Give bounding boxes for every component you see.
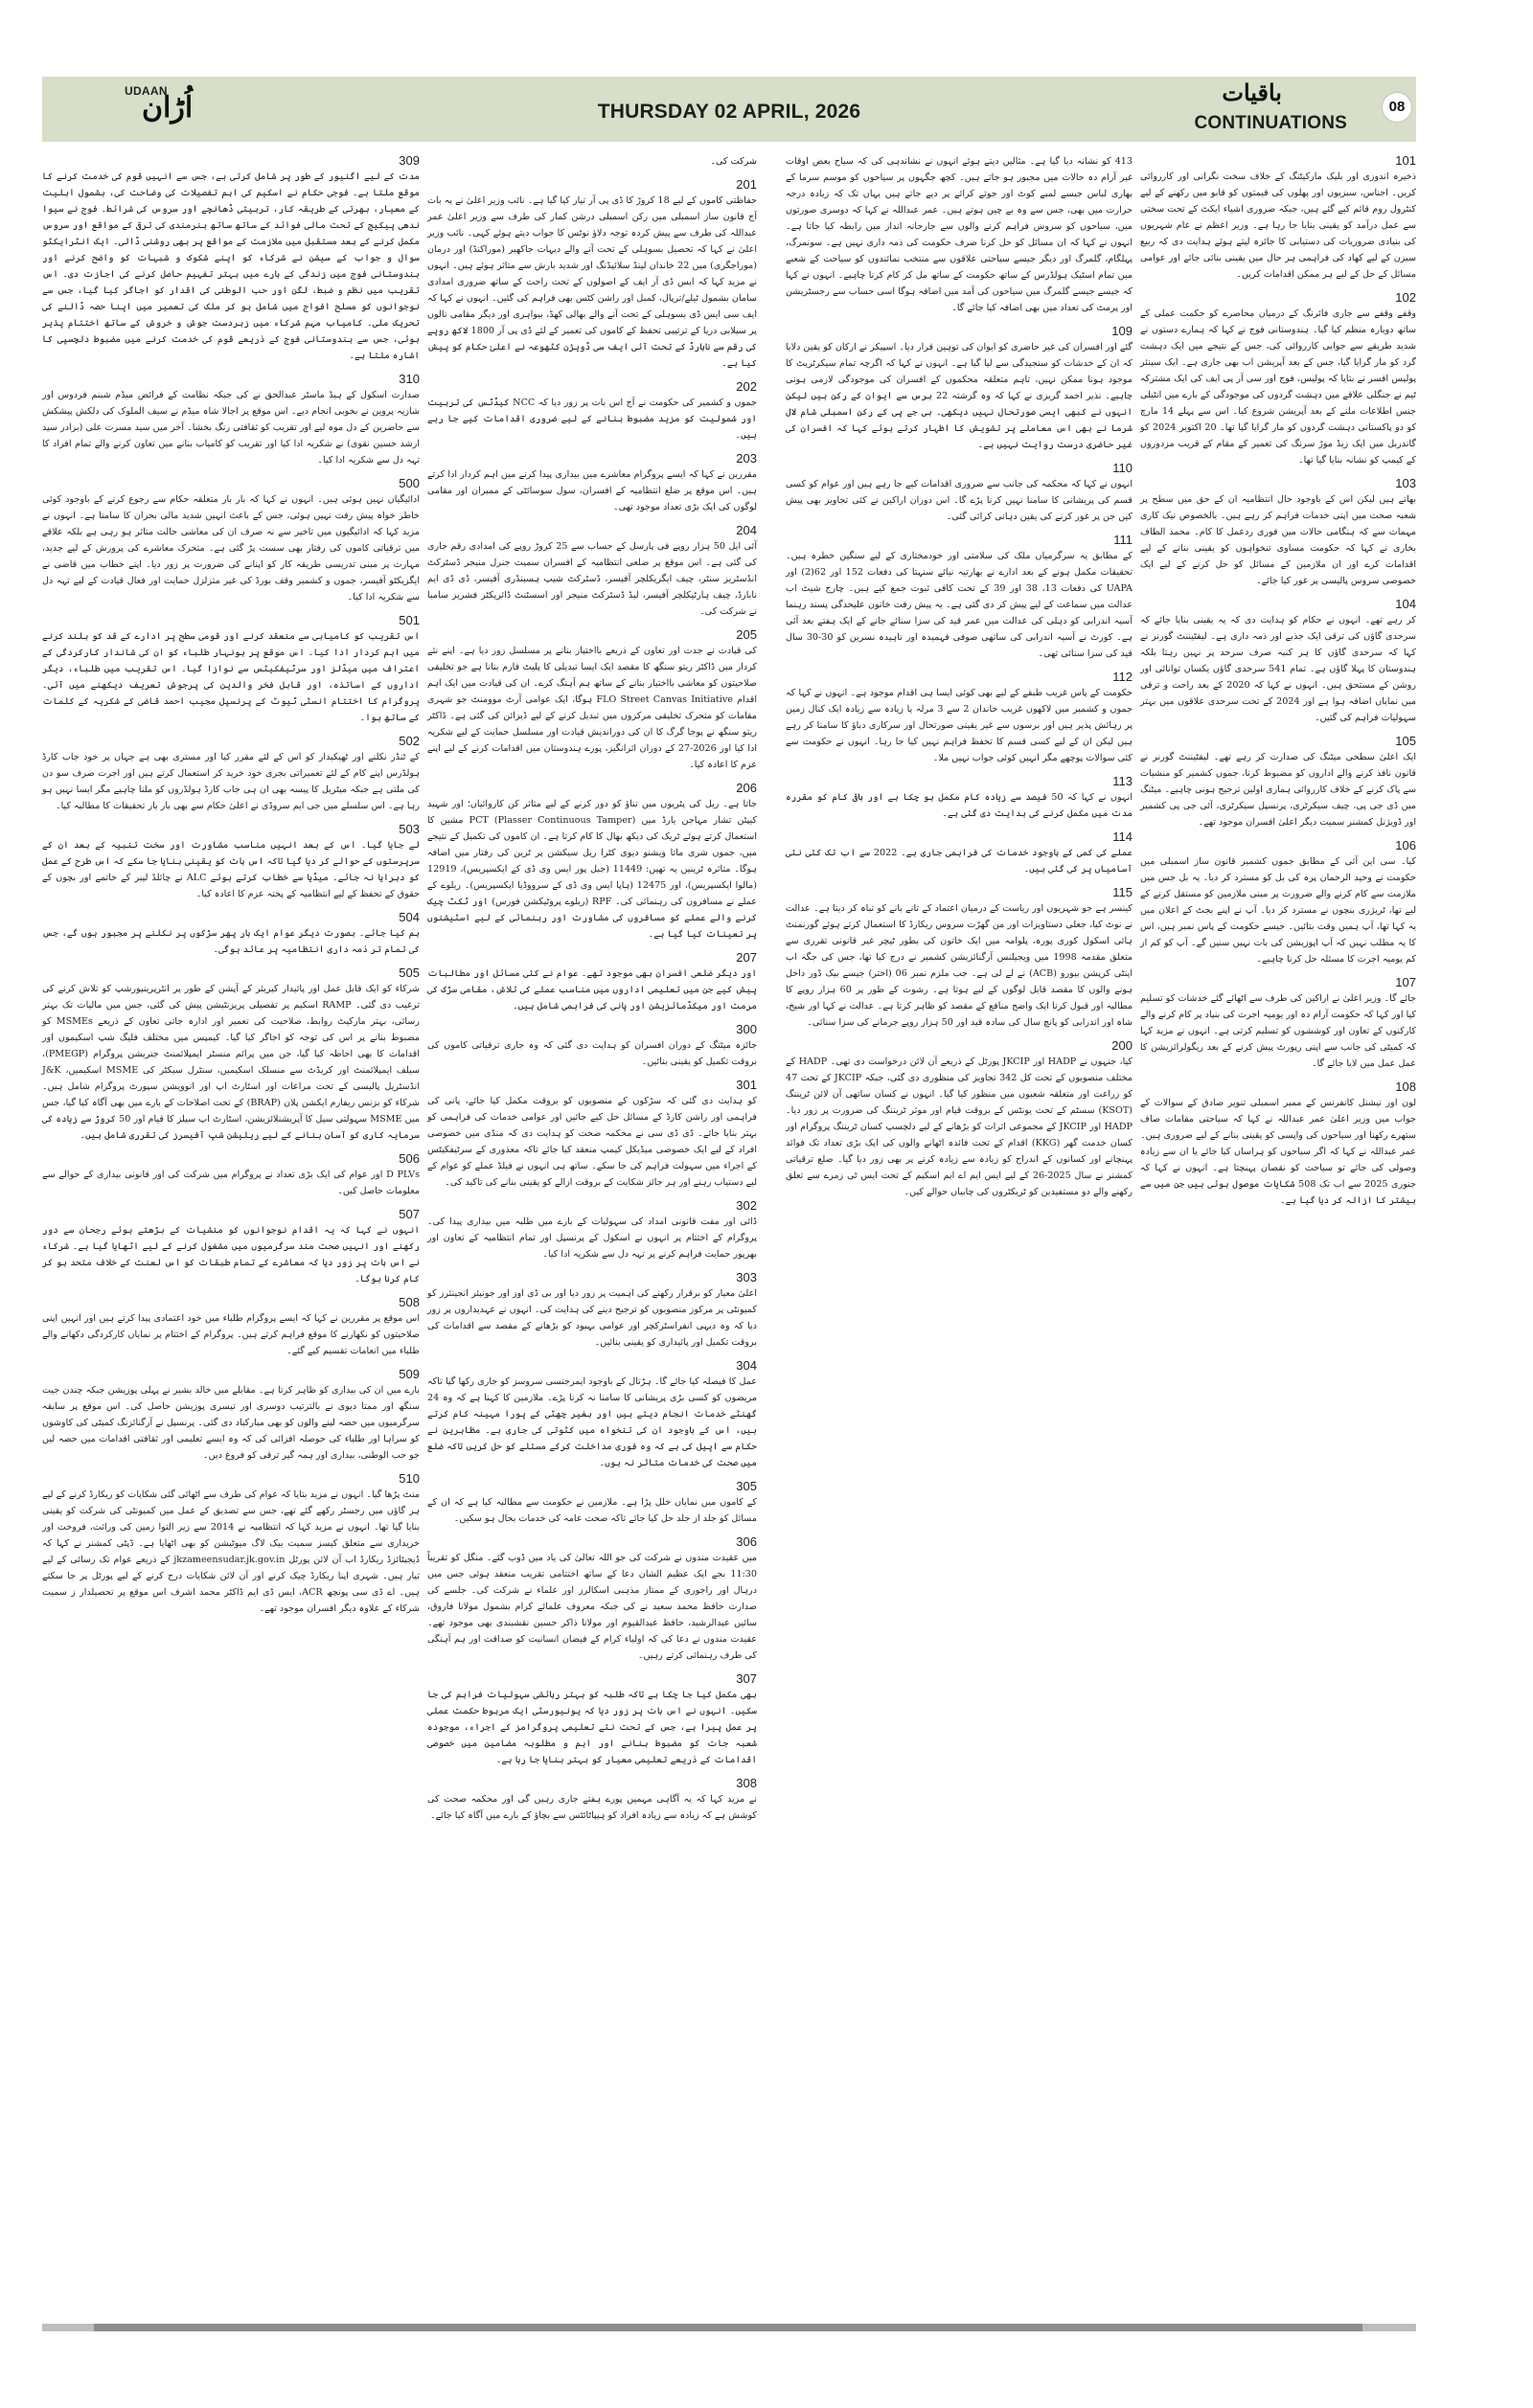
continuation-section — [1140, 838, 1416, 967]
continuation-section — [786, 829, 1133, 877]
continuation-section — [42, 1471, 420, 1617]
section-number: 308 — [736, 1776, 757, 1790]
section-number: 500 — [399, 476, 420, 490]
section-body: لے جایا گیا۔ اس کے بعد انہیں مناسب مشاورت اور سخت تنبیہ کے بعد ان کے سرپرستوں کے حوالے کر دیا گیا تاکہ اس بات کو یقینی بنایا جا سکے کہ اس طرح کے عمل کو دہرایا نہ جائے۔ میڈیا سے خطاب کرتے ہوئے ALC نے چائلڈ لیبر کے خاتمے اور بچوں کے حقوق کے تحفظ کے لیے انتظامیہ کے پختہ عزم کا اعادہ کیا۔ — [42, 840, 421, 899]
section-number: 300 — [736, 1022, 757, 1036]
section-title-english: CONTINUATIONS — [1194, 113, 1347, 133]
brand-name-urdu: اُڑان — [142, 91, 194, 125]
section-body: کے مطابق یہ سرگرمیاں ملک کی سلامتی اور خودمختاری کے لیے سنگین خطرہ ہیں۔ تحقیقات مکمل ہونے کے بعد ادارے نے بھارتیہ نیائے سنہتا کی دفعات 152 اور 62(2) اور UAPA کی دفعات 13، 38 اور 39 کے تحت کافی ثبوت جمع کیے ہیں۔ چارج شیٹ اب عدالت میں سماعت کے لیے پیش کر دی گئی ہے۔ یہ پیش رفت خاتون علیحدگی پسند رہنما آسیہ اندرابی کو دہلی کی عدالت میں عمر قید کی سزا سنائے جانے کے ایک ہفتے بعد آئی ہے۔ کورٹ نے آسیہ اندرابی کی ساتھی صوفی فہمیدہ اور ناہیدہ نسرین کو 30-30 سال قید کی سزا سنائی تھی۔ — [786, 551, 1133, 659]
section-number: 113 — [1112, 774, 1133, 788]
section-body: حکومت کے پاس غریب طبقے کے لیے بھی کوئی ایسا ہی اقدام موجود ہے۔ انہوں نے کہا کہ جموں و کشمیر میں لاکھوں غریب خاندان 2 سے 3 مرلہ یا زیادہ سے زیادہ ایک کنال زمین پر رہائش پذیر ہیں اور برسوں سے غیر یقینی صورتحال اور سرکاری دباؤ کا سامنا کر رہے ہیں لیکن ان کے لیے کسی قسم کا تحفظ فراہم نہیں کیا جا رہا۔ انہوں نے حکومت سے کئی سوالات پوچھے مگر انہیں کوئی جواب نہیں ملا۔ — [786, 688, 1133, 763]
section-body: عملے کی کمی کے باوجود خدمات کی فراہمی جاری ہے۔ 2022 سے اب تک کئی نئی آسامیاں پر کی گئی ہیں۔ — [786, 848, 1133, 875]
section-number: 304 — [736, 1358, 757, 1373]
section-body: انہوں نے کہا کہ محکمہ کی جانب سے ضروری اقدامات کیے جا رہے ہیں اور عوام کو کسی قسم کی پریشانی کا سامنا نہیں کرنا پڑے گا۔ اس دوران اراکین نے کئی تجاویز بھی پیش کیں جن پر غور کرنے کی یقین دہانی کرائی گئی۔ — [786, 479, 1133, 522]
continuation-section — [42, 910, 420, 958]
continuation-section — [42, 1151, 420, 1199]
continuation-section — [427, 523, 757, 620]
section-body: میں عقیدت مندوں نے شرکت کی جو اللہ تعالیٰ کی یاد میں ڈوب گئے۔ منگل کو تقریباً 11:30 بجے ایک عظیم الشان دعا کے ساتھ اختتامی تقریب منعقد ہوئی جس میں درہال اور راجوری کے ممتاز مذہبی اسکالرز اور علماء نے شرکت کی۔ جلسے کی صدارت حافظ محمد سعید نے کی جبکہ معروف علمائے کرام بشمول مولانا فاروق، سائیں عبدالرشید، حافظ عبدالقیوم اور مولانا ذاکر حسین نقشبندی بھی موجود تھے۔ عقیدت مندوں نے دعا کی کہ اولیاء کرام کے فیضان انسانیت کو صداقت اور ہم آہنگی کی طرف رہنمائی کرتے رہیں۔ — [427, 1553, 757, 1661]
section-body: کر رہے تھے۔ انہوں نے حکام کو ہدایت دی کہ یہ یقینی بنایا جائے کہ سرحدی گاؤں کی ترقی ایک جذبے اور ذمہ داری ہے۔ لیفٹیننٹ گورنر نے کہا کہ سرحدی گاؤں کا ہر کنبہ صرف سرحد پر نہیں رہتا بلکہ ہندوستان کا پہلا گاؤں ہے۔ تمام 541 سرحدی گاؤں یکساں توانائی اور روشن کے مستحق ہیں۔ انہوں نے کہا کہ 2020 کے بعد راحت و ترقی میں نمایاں اضافہ ہوا ہے اور 2024 کے تحت سرحدی علاقوں میں بہتر سہولیات فراہم کی گئیں۔ — [1140, 615, 1417, 723]
section-body: کیا۔ سی این آئی کے مطابق جموں کشمیر قانون ساز اسمبلی میں حکومت نے وحید الرحمان پرہ کی بل کو مسترد کر دیا۔ یہ بل جس میں ملازمت سے کام کرنے والے ضرورت پر مبنی ملازمین کو مستقل کرنے کے لیے تھا، ٹریژری بنچوں نے مسترد کر دیا۔ آپ نے اپنے بجٹ کے اعلان میں یہ کہا تھا، آپ ہمیں وقت بتائیں۔ جیسے حکومت کے پاس نمبر ہیں، اس کا یہ مطلب نہیں کہ آپ اپوزیشن کی بات نہیں سنیں گے۔ آپ کو کم از کم یومیہ اجرت کا مسئلہ حل کرنا چاہیے۔ — [1140, 856, 1416, 965]
continuation-section — [786, 324, 1133, 453]
continuation-section — [1140, 597, 1416, 726]
section-body: جموں و کشمیر کی حکومت نے آج اس بات پر زور دیا کہ NCC کیڈٹس کی تربیت اور شمولیت کو مزید مضبوط بنانے کے لیے ضروری اقدامات کیے جا رہے ہیں۔ — [427, 398, 757, 441]
continuation-section — [1140, 1079, 1416, 1209]
section-number: 306 — [736, 1534, 757, 1549]
section-number: 106 — [1395, 838, 1416, 852]
section-body: صدارت اسکول کے ہیڈ ماسٹر عبدالحق نے کی جبکہ نظامت کے فرائض میڈم شبنم فردوس اور شازیہ پروین نے بخوبی انجام دیے۔ اس موقع پر اجالا شاہ میڈم نے سیف الملوک کی دلکش پیشکش سے حاضرین کے دل موہ لیے اور تقریب کو ثقافتی رنگ بخشا۔ آخر میں سید مسرت علی (برادر سید ارشد حسین نقوی) نے شکریہ ادا کیا اور تقریب کو کامیاب بنانے میں تعاون کرنے والے تمام افراد کا تہہ دل سے شکریہ ادا کیا۔ — [42, 390, 420, 466]
section-number: 205 — [736, 627, 757, 642]
continuation-section — [427, 1198, 757, 1262]
section-number: 203 — [736, 451, 757, 466]
continuation-section — [1140, 290, 1416, 468]
section-body: جائے گا۔ وزیر اعلیٰ نے اراکین کی طرف سے اٹھائے گئے خدشات کو تسلیم کیا اور کہا کہ حکومت آرام دہ اور یومیہ اجرت کی بنیاد پر کام کرنے والے کارکنوں کے تعاون اور کوششوں کو تسلیم کرتی ہے۔ انہوں نے مزید کہا کہ کمیٹی کی جانب سے اپنی رپورٹ پیش کرنے کے بعد ریگولرائزیشن کا عمل عمل میں لایا جائے گا۔ — [1140, 993, 1416, 1069]
continuation-section — [786, 153, 1133, 316]
section-number: 107 — [1395, 975, 1416, 989]
section-number: 204 — [736, 523, 757, 537]
continuation-section — [42, 613, 420, 726]
continuation-section — [786, 1038, 1133, 1200]
section-number: 506 — [399, 1151, 420, 1166]
continuation-section — [42, 476, 420, 605]
section-body: کے کاموں میں نمایاں خلل پڑا ہے۔ ملازمین نے حکومت سے مطالبہ کیا ہے کہ ان کے مسائل کو جلد از جلد حل کیا جائے تاکہ صحت عامہ کی خدمات بحال ہو سکیں۔ — [427, 1497, 757, 1524]
section-body: آئی ایل 50 ہزار روپے فی پارسل کے حساب سے 25 کروڑ روپے کی امدادی رقم جاری کی گئی ہے۔ اس موقع پر ضلعی انتظامیہ کے افسران سمیت جنرل منیجر ڈسٹرکٹ انڈسٹریز سنٹر، چیف ایگریکلچر آفیسر، ڈسٹرکٹ شیپ ہسبنڈری آفیسر، ڈی ڈی ایم نابارڈ، چیف ہارٹیکلچر آفیسر، لیڈ ڈسٹرکٹ منیجر اور اسسٹنٹ ڈائریکٹر فشریز سامبا نے شرکت کی۔ — [427, 541, 757, 617]
column-2 — [427, 153, 757, 1831]
section-number: 307 — [736, 1671, 757, 1686]
continuation-section — [42, 1295, 420, 1359]
continuation-section — [786, 461, 1133, 525]
column-1 — [42, 153, 420, 1624]
page-number-badge: 08 — [1382, 92, 1412, 123]
section-body: ذخیرہ اندوزی اور بلیک مارکیٹنگ کے خلاف سخت نگرانی اور کارروائی کریں۔ اجناس، سبزیوں اور پھلوں کی قیمتوں کو قابو میں رکھنے کے لیے کنٹرول روم قائم کیے گئے ہیں، جبکہ ضروری اشیاء ایکٹ کے تحت سختی سے عمل درآمد کو یقینی بنایا جا رہا ہے۔ وزیر اعظم نے عام شہریوں کی بنیادی ضروریات کی دستیابی کا جائزہ لیتے ہوئے ہدایت دی کہ ربیع سیزن کے لیے کھاد کی فراہمی ہر حال میں یقینی بنائی جائے اور عوامی مسائل کے حل کے لیے ہر ممکن اقدامات کریں۔ — [1140, 171, 1416, 280]
continuation-section — [427, 781, 757, 943]
column-3 — [786, 153, 1133, 1208]
section-body: کیا، جنہوں نے HADP اور JKCIP پورٹل کے ذریعے آن لائن درخواست دی تھی۔ HADP کے مختلف منصوبوں کے تحت کل 342 تجاویز کی منظوری دی گئی، جبکہ JKCIP کے تحت 47 کو زراعت اور متعلقہ شعبوں میں منظور کیا گیا۔ انہوں نے کسان ساتھی آن لائن ٹریننگ (KSOT) سسٹم کے تحت یونٹس کے بروقت قیام اور موثر ٹریننگ کی ضرورت پر زور دیا۔ HADP اور JKCIP کے مجموعی اثرات کو بڑھانے کے لیے دلچسپ کسان ٹریننگ پروگرام اور کسان خدمت گھر (KKG) اقدام کے تحت فائدہ اٹھانے والوں کی ایک بڑی تعداد تک فوائد پہنچانے اور کسانوں کے اندراج کو زیادہ سے زیادہ کرنے پر بھی زور دیا گیا۔ ضلع ترقیاتی کمشنر نے سال 2025-26 کے لیے ایس ایم اے ایم اسکیم کے تحت ایس ٹی زمرے سے تعلق رکھنے والے دو مستفیدین کو ٹریکٹروں کی چابیاں حوالے کیں۔ — [786, 1056, 1133, 1197]
section-number: 509 — [399, 1367, 420, 1381]
section-number: 112 — [1112, 670, 1133, 684]
section-body: اس تقریب کو کامیابی سے منعقد کرنے اور قومی سطح پر ادارے کے قد کو بلند کرنے میں اہم کردار ادا کیا۔ اس موقع پر ہونہار طلباء کو ان کی شاندار کارکردگی کے اعتراف میں میڈلز اور سرٹیفکیٹس سے نوازا گیا۔ اس تقریب میں طلباء، دیگر اداروں کے اساتذہ، اور قابل فخر والدین کی پرجوش تعریف دیکھنے میں آئی۔ پروگرام کا اختتام انسٹی ٹیوٹ کے پرنسپل مجیب احمد قاضی کے شکریہ کے کلمات کے ساتھ ہوا۔ — [42, 631, 420, 723]
section-body: بھی مکمل کیا جا چکا ہے تاکہ طلبہ کو بہتر رہائشی سہولیات فراہم کی جا سکیں۔ انہوں نے اس بات پر زور دیا کہ یونیورسٹی ایک مربوط حکمت عملی پر عمل پیرا ہے، جس کے تحت نئے تعلیمی پروگرامز کے اجراء، موجودہ شعبہ جات کو مضبوط بنانے اور اہم و مطلوبہ مضامین میں خصوصی اقدامات کے ذریعے تعلیمی معیار کو بہتر بنایا جا رہا ہے۔ — [427, 1690, 757, 1765]
section-body: انہوں نے کہا کہ 50 فیصد سے زیادہ کام مکمل ہو چکا ہے اور باقی کام کو مقررہ مدت میں مکمل کرنے کی ہدایت دی گئی ہے۔ — [786, 792, 1133, 819]
column-lead-text: شرکت کی۔ — [710, 156, 757, 167]
section-body: کینسر ہے جو شہریوں اور ریاست کے درمیان اعتماد کے تانے بانے کو تباہ کر دیتا ہے۔ عدالت نے نوٹ کیا، جعلی دستاویزات اور من گھڑت سروس ریکارڈ کا استعمال کرتے ہوئے گورنمنٹ ہائی اسکول کوری پورہ، پلوامہ میں ایک خاتون کی بطور ٹیچر غیر قانونی تقرری سے متعلق مقدمہ 1998 میں ویجیلنس آرگنائزیشن کشمیر نے درج کیا تھا، جس کی جگہ اب اینٹی کرپشن بیورو (ACB) نے لے لی ہے۔ جب ملزم نمبر 06 (اختر) جیسے بیک ڈور داخل ہونے والوں کا مقصد قابل لوگوں کے لیے ہوتا ہے۔ رشوت کے طور پر 60 ہزار روپے کا مطالبہ اور قبول کرنا ایک واضح منافع کے مقصد کو ظاہر کرتا ہے۔ عدالت نے کہا اور شیخ، شاہ اور اندرابی کو پانچ سال کی سادہ قید اور 50 ہزار روپے جرمانے کی سزا سنائی۔ — [786, 903, 1133, 1028]
continuation-section — [42, 965, 420, 1144]
section-body: اعلیٰ معیار کو برقرار رکھنے کی اہمیت پر زور دیا اور بی ڈی اوز اور جونیئر انجینئرز کو کمیونٹی پر مرکوز منصوبوں کو ترجیح دینے کی ہدایت کی۔ انہوں نے عہدیداروں پر زور دیا کہ وہ دیہی انفراسٹرکچر اور عوامی بہبود کو بڑھانے کے مقصد سے اقدامات کی بروقت تکمیل اور پائیداری کو یقینی بنائیں۔ — [427, 1288, 757, 1348]
section-number: 505 — [399, 965, 420, 980]
section-body: ادائیگیاں نہیں ہوئی ہیں۔ انہوں نے کہا کہ بار بار متعلقہ حکام سے رجوع کرنے کے باوجود کوئی خاطر خواہ پیش رفت نہیں ہوئی، جس کے باعث انہیں شدید مالی بحران کا سامنا ہے۔ انہوں نے مزید کہا کہ ادائیگیوں میں تاخیر سے نہ صرف ان کی معاشی حالت متاثر ہو رہی ہے بلکہ علاقے میں ترقیاتی کاموں کی رفتار بھی سست پڑ گئی ہے۔ متحرک معاشرے کی پرورش کے لیے جدید، مہارت پر مبنی تدریسی طریقہ کار کو اپنانے کی ضرورت پر زور دیا۔ اپنے خطاب میں قاضی نے ایگزیکٹو آفیسر، جموں و کشمیر وقف بورڈ کی غیر متزلزل حمایت اور فعال قیادت کے لیے تہہ دل سے شکریہ ادا کیا۔ — [42, 494, 420, 602]
continuation-section — [427, 627, 757, 773]
section-body: بارے میں ان کی بیداری کو ظاہر کرتا ہے۔ مقابلے میں خالد بشیر نے پہلی پوزیشن جبکہ چندن جیت سنگھ اور ممتا دیوی نے بالترتیب دوسری اور تیسری پوزیشن حاصل کی۔ اس موقع پر سابقہ سرگرمیوں میں حصہ لینے والوں کو بھی مبارکباد دی گئی۔ پرنسپل نے آرگنائزنگ کمیٹی کی کاوشوں کو سراہا اور طلباء کی حوصلہ افزائی کی کہ وہ ایسے تعلیمی اور ثقافتی اقدامات میں حصہ لیں جو حب الوطنی، بیداری اور ہمہ گیر ترقی کو فروغ دیں۔ — [42, 1385, 420, 1461]
section-body: ہم کیا جائے۔ بصورت دیگر عوام ایک بار پھر سڑکوں پر نکلنے پر مجبور ہوں گے، جس کی تمام تر ذمہ داری انتظامیہ پر عائد ہوگی۔ — [42, 928, 420, 955]
section-number: 104 — [1395, 597, 1416, 611]
section-number: 309 — [399, 153, 420, 168]
section-number: 507 — [399, 1207, 420, 1221]
section-body: مدت کے لیے اگنیور کے طور پر شامل کرتی ہے، جس سے انہیں قوم کی خدمت کرنے کا موقع ملتا ہے۔ فوجی حکام نے اسکیم کی اہم تفصیلات کی وضاحت کی، بشمول اہلیت کے معیار، بھرتی کے طریقہ کار، تربیتی ڈھانچے اور سروس کی شرائط۔ فوج نے سیوا ندھی پیکیج کے تحت مالی فوائد کے ساتھ ساتھ ہنرمندی کی ترقی کے مواقع اور سروس مکمل کرنے کے بعد مستقبل میں ملازمت کے مواقع پر بھی روشنی ڈالی۔ ایک انٹرایکٹو سوال و جواب کے سیشن نے شرکاء کو اپنے شکوک و شبہات کو واضح کرنے اور ہندوستانی فوج میں زندگی کے بارے میں بہتر تفہیم حاصل کرنے کی اجازت دی۔ اس تقریب میں نظم و ضبط، لگن اور حب الوطنی کی اقدار کو اجاگر کیا گیا، جس سے نوجوانوں کو مسلح افواج میں شامل ہو کر ملک کی تعمیر میں اپنا حصہ ڈالنے کی تحریک ملی۔ کامیاب مہم شرکاء میں زبردست جوش و خروش کے ساتھ اختتام پذیر ہوئی، جس سے ہندوستانی فوج کے ذریعے قوم کی خدمت کرنے میں مضبوط دلچسپی کا اشارہ ملتا ہے۔ — [42, 171, 420, 361]
continuation-section — [42, 822, 420, 902]
section-number: 310 — [399, 372, 420, 386]
continuation-section — [427, 950, 757, 1014]
section-body: 413 کو نشانہ دیا گیا ہے۔ مثالیں دیتے ہوئے انہوں نے نشاندہی کی کہ سیاح بعض اوقات غیر آرام دہ حالات میں مجبور ہو جاتے ہیں۔ کچھ جگہوں پر سیاحوں کو موسم سرما کے بھاری لباس جیسے لمبے کوٹ اور جوتے کرائے پر دیے جاتے ہیں یہاں تک کہ زیادہ درجہ حرارت میں بھی، جس سے وہ بے چین ہوتے ہیں۔ عمر عبداللہ نے کہا کہ دوسری صورتوں میں، سیاحوں کو سروس فراہم کرنے والوں سے جارحانہ انداز میں رابطہ کیا جاتا ہے۔ انہوں نے کہا کہ ان مسائل کو حل کرنا صرف حکومت کی ذمہ داری نہیں ہے۔ سونمرگ، پہلگام، گلمرگ اور دیگر جیسے سیاحتی علاقوں سے منتخب نمائندوں کو سیاحت کے شعبے میں تمام اسٹیک ہولڈرس کے ساتھ حکومت کے ساتھ مل کر کام کرنا چاہیے۔ انہوں نے کہا کہ جیسے جیسے گلمرگ میں سیاحوں کی آمد میں اضافہ ہوگا اسی حساب سے رجسٹریشن اور پرمٹ کی تعداد میں بھی اضافہ کیا جائے گا۔ — [786, 156, 1133, 313]
section-number: 303 — [736, 1270, 757, 1284]
section-body: حفاظتی کاموں کے لیے 18 کروڑ کا ڈی پی آر تیار کیا گیا ہے۔ نائب وزیر اعلیٰ نے یہ بات آج قانون ساز اسمبلی میں رکن اسمبلی درشن کمار کی طرف سے وزیر اعلیٰ عمر عبداللہ کی طرف سے پیش کردہ توجہ دلاؤ نوٹس کا جواب دیتے ہوئے کہی۔ نائب وزیر اعلیٰ نے کہا کہ تحصیل بسوہلی کے تحت آنے والے دیہات جاکھیر (موراکنڈ) اور درمان (موراجگری) میں 22 خاندان لینڈ سلائیڈنگ اور شدید بارش سے متاثر ہوئے ہیں۔ انہوں نے مزید کہا کہ ایس ڈی آر ایف کے اصولوں کے تحت راحت کے ساتھ ضروری امدادی سامان بشمول ٹیلے/ترپال، کمبل اور راشن کٹس بھی فراہم کی گئیں۔ انہوں نے کہا کہ ایف سی ایس ڈی بسوہلی کے تحت آنے والے بھالی کھڈ، بیواہری اور دیگر مقامی نالوں پر سیلابی دریا کے ترتیبی تحفظ کے کاموں کی تعمیر کے لئے ڈی پی آر 1800 لاکھ روپے کی رقم سے نابارڈ کے تحت آئی ایف سی ڈویژن کٹھوعہ نے اعلیٰ حکام کو پیش کیا ہے۔ — [427, 195, 758, 369]
continuation-section — [42, 153, 420, 364]
section-body: نے مزید کہا کہ یہ آگاہی مہمیں پورے ہفتے جاری رہیں گی اور محکمہ صحت کی کوشش ہے کہ زیادہ سے زیادہ افراد کو ہیپاٹائٹس سے بچاؤ کے بارے میں آگاہ کیا جائے۔ — [427, 1794, 757, 1821]
section-number: 508 — [399, 1295, 420, 1309]
column-4 — [1140, 153, 1416, 1216]
continuation-section — [1140, 153, 1416, 283]
section-number: 115 — [1112, 885, 1133, 899]
section-number: 501 — [399, 613, 420, 627]
continuation-section — [427, 1022, 757, 1070]
section-number: 110 — [1112, 461, 1133, 475]
section-body: D PLVs اور عوام کی ایک بڑی تعداد نے پروگرام میں شرکت کی اور قانونی بیداری کے حوالے سے معلومات حاصل کیں۔ — [42, 1170, 421, 1196]
section-body: اس موقع پر مقررین نے کہا کہ ایسے پروگرام طلباء میں خود اعتمادی پیدا کرتے ہیں اور انہیں اپنی صلاحیتوں کو نکھارنے کا موقع فراہم کرتے ہیں۔ پروگرام کے اختتام پر نمایاں کارکردگی دکھانے والے طلباء میں انعامات تقسیم کیے گئے۔ — [42, 1313, 420, 1356]
section-number: 101 — [1395, 153, 1416, 168]
section-number: 111 — [1113, 533, 1133, 547]
section-number: 504 — [399, 910, 420, 924]
section-body: کی قیادت نے جدت اور تعاون کے ذریعے بااختیار بنانے پر مسلسل زور دیا ہے۔ اپنے نئے کردار میں ڈاکٹر ریتو سنگھ کا مقصد ایک ایسا تبدیلی کا پلیٹ فارم بنانا ہے جو تخلیقی صلاحیتوں کو معاشی بااختیار بنانے کے ساتھ ہم آہنگ کرے۔ ان کی قیادت میں ایک اہم اقدام FLO Street Canvas Initiative ہوگا، ایک عوامی آرٹ موومنٹ جو شہری مقامات کو متحرک تخلیقی مرکزوں میں تبدیل کرنے کے لیے ڈیزائن کی گئی ہے۔ ڈاکٹر ریتو سنگھ نے پوجا گرگ کا ان کی دوراندیش قیادت اور مسلسل حمایت کے لیے شکریہ ادا کیا اور 2026-27 کے دوران اثرانگیز، پورے ہندوستان میں اقدامات کرنے کے لیے اپنے عزم کا اعادہ کیا۔ — [427, 646, 758, 770]
section-number: 202 — [736, 379, 757, 394]
continuation-section — [786, 774, 1133, 822]
continuation-section — [786, 885, 1133, 1031]
section-number: 102 — [1395, 290, 1416, 305]
section-body: کے ٹنڈر نکلنے اور ٹھیکیدار کو اس کے لئے مقرر کیا اور مستری بھی ہے جہاں پر خود جاب کارڈ ہولڈرس اپنے کام کے لئے تعمیراتی بجری خود خرید کر استعمال کرتے ہیں اور اجرت صرف سو دن کی ملتی ہے جبکہ میٹریل کا پیسہ بھی ان ہی جاب کارڈ ہولڈروں کو ملنا چاہیے مگر ایسا نہیں ہو رہا ہے۔ اس سلسلے میں جی ایم سروڈی نے اعلیٰ حکام سے بھی بار بار تحقیقات کا مطالبہ کیا۔ — [42, 752, 420, 811]
section-body: شرکاء کو ایک قابل عمل اور پائیدار کیریئر کے آپشن کے طور پر انٹرپرینیورشپ کو تلاش کرنے کی ترغیب دی گئی۔ RAMP اسکیم پر تفصیلی پریزنٹیشن پیش کی گئی، جس میں مالیات تک بہتر رسائی، بہتر مارکیٹ روابط، صلاحیت کی تعمیر اور ادارہ جاتی تعاون کے ذریعے MSMEs کو مضبوط بنانے پر اس کی توجہ کو اجاگر کیا گیا۔ کیمپس میں مختلف فلیگ شپ اسکیموں اور اقدامات کا بھی احاطہ کیا گیا، جن میں پرائم منسٹر ایمپلائمنٹ جنریشن پروگرام (PMEGP)، سیلف ایمپلائمنٹ اور کریڈٹ سے منسلک اسکیمیں، سنٹرل سیکٹر کی MSME اسکیمیں، J&K انڈسٹریل پالیسی کے تحت مراعات اور اسٹارٹ اپ اور انوویشن سپورٹ پروگرام شامل ہیں۔ شرکاء کو بزنس ریفارم ایکشن پلان (BRAP) کے تحت اصلاحات کے بارے میں بھی آگاہ کیا گیا، جس میں MSME سہولتی سیل کا آپریشنلائزیشن، اسٹارٹ اپ سیلز کا قیام اور 50 کروڑ سے زیادہ کی سرمایہ کاری کو آسان بنانے کے لیے ریلیشن شپ آفیسرز کی تقرری شامل ہیں۔ — [42, 984, 421, 1141]
masthead — [42, 77, 1416, 142]
continuation-section — [42, 734, 420, 814]
section-body: انہوں نے کہا کہ یہ اقدام نوجوانوں کو منشیات کے بڑھتے ہوئے رجحان سے دور رکھنے اور انہیں صحت مند سرگرمیوں میں مشغول کرنے کے لیے اٹھایا گیا ہے۔ شرکاء نے اس بات پر زور دیا کہ معاشرے کے تمام طبقات کو اس لعنت کے خلاف متحد ہو کر کام کرنا ہوگا۔ — [42, 1225, 420, 1284]
section-number: 207 — [736, 950, 757, 965]
section-body: کو ہدایت دی گئی کہ سڑکوں کے منصوبوں کو بروقت مکمل کیا جائے، پانی کی فراہمی اور راشن کارڈ کے مسائل حل کیے جائیں اور عوامی خدمات کی فراہمی کو بہتر بنایا جائے۔ ڈی ڈی سی نے محکمہ صحت کو ہدایت دی کہ منڈی میں خصوصی افراد کے لیے ایک خصوصی میڈیکل کیمپ منعقد کیا جائے تاکہ معذوری کے سرٹیفکیٹس کے اجراء میں سہولت فراہم کی جا سکے۔ ساتھ ہی انہوں نے فیلڈ عملے کو عوام کے لیے دستیاب رہنے اور ہر جائز شکایت کے بروقت ازالے کو یقینی بنانے کی تاکید کی۔ — [427, 1096, 757, 1188]
section-body: وقفے وقفے سے جاری فائرنگ کے درمیان محاصرے کو حکمت عملی کے ساتھ دوبارہ منظم کیا گیا۔ ہندوستانی فوج نے کہا کہ ہمارے دستوں نے شدید طریقے سے جوابی کارروائی کی، جس کے نتیجے میں ایک دہشت گرد کو مار گرایا گیا، جس کے بعد آپریشن اب بھی جاری ہے۔ ایک سینئر پولیس افسر نے بتایا کہ پولیس، فوج اور سی آر پی ایف کی ایک مشترکہ ٹیم نے جنگلی علاقے میں دہشت گردوں کی موجودگی کے بارے میں انٹیلی جنس اطلاعات ملنے کے بعد آپریشن شروع کیا۔ اس سے پہلے 14 مارچ کو دو پاکستانی دہشت گردوں کو مار گرایا گیا تھا۔ 20 اکتوبر 2024 کو گاندربل میں ایک زیڈ موڑ سرنگ کی تعمیر کے مقام کے قریب مزدوروں کے کیمپ کو نشانہ بنایا گیا تھا۔ — [1140, 308, 1417, 466]
continuation-section — [1140, 734, 1416, 830]
section-body: ایک اعلیٰ سطحی میٹنگ کی صدارت کر رہے تھے۔ لیفٹیننٹ گورنر نے قانون نافذ کرنے والے اداروں کو مضبوط کرنا، جموں کشمیر کو منشیات سے پاک کرنے کے خلاف کارروائی ہماری اولین ترجیح ہونی چاہیے۔ میٹنگ میں ڈی جی پی، چیف سیکرٹری، پرنسپل سیکرٹری، آئی جی پی کشمیر اور ڈویژنل کمشنر سمیت دیگر اعلیٰ افسران موجود تھے۔ — [1140, 752, 1416, 828]
continuation-section — [786, 670, 1133, 766]
continuation-section — [42, 1367, 420, 1464]
section-number: 103 — [1395, 476, 1416, 490]
continuation-section — [1140, 476, 1416, 589]
footer-bar — [42, 2324, 1416, 2331]
continuation-section — [786, 533, 1133, 662]
section-number: 201 — [736, 177, 757, 192]
section-body: گئے اور افسران کی غیر حاضری کو ایوان کی توہین قرار دیا۔ اسپیکر نے ارکان کو یقین دلایا کہ ان کے خدشات کو سنجیدگی سے لیا گیا ہے۔ انہوں نے کہا کہ اگرچہ تمام سیکرٹریٹ کا موجود ہونا ممکن نہیں، تاہم متعلقہ محکموں کے افسران کی موجودگی لازمی ہونی چاہیے۔ نذیر احمد گریزی نے کہا کہ وہ گزشتہ 22 برس سے ایوان کے رکن ہیں لیکن انہوں نے کبھی ایسی صورتحال نہیں دیکھی۔ بی جے پی کے رکن اسمبلی شام لال شرما نے بھی اس معاملے پر تشویش کا اظہار کرتے ہوئے کہا کہ افسران کی غیر حاضری درست روایت نہیں ہے۔ — [786, 342, 1133, 450]
section-body: عمل کا فیصلہ کیا جائے گا۔ ہڑتال کے باوجود ایمرجنسی سروسز کو جاری رکھا گیا تاکہ مریضوں کو کسی بڑی پریشانی کا سامنا نہ کرنا پڑے۔ ملازمین کا کہنا ہے کہ وہ 24 گھنٹے خدمات انجام دیتے ہیں اور بغیر چھٹی کے پورا مہینہ کام کرتے ہیں، اس کے باوجود ان کی تنخواہ میں کٹوتی کی جاری ہے۔ مظاہرین نے حکام سے اپیل کی ہے کہ وہ فوری مداخلت کرکے مسئلے کو حل کریں تاکہ ضلع میں صحت کی خدمات متاثر نہ ہوں۔ — [427, 1376, 757, 1468]
continuation-section — [427, 451, 757, 515]
continuation-section — [427, 1078, 757, 1191]
section-number: 305 — [736, 1479, 757, 1493]
section-title-urdu: باقیات — [1222, 79, 1282, 106]
section-body: منٹ پڑھا گیا۔ انہوں نے مزید بتایا کہ عوام کی طرف سے اٹھائی گئی شکایات کو ریکارڈ کرنے کے لیے ہر گاؤں میں رجسٹر رکھے گئے تھے، جس سے تصدیق کے عمل میں کمیونٹی کی شرکت کو یقینی بنایا گیا تھا۔ انہوں نے مزید کہا کہ انتظامیہ نے 2014 سے زیر التوا زمین کی وراثت، فروخت اور خریداری سے متعلق کیسز سمیت بیک لاگ میوٹیشن کو بھی اٹھایا ہے۔ ڈپٹی کمشنر نے کہا کہ ڈیجیٹائزڈ ریکارڈ اب آن لائن پورٹل jkzameensudar.jk.gov.in کے ذریعے عوام تک رسائی کے لیے تیار ہیں۔ شہری اپنا ریکارڈ چیک کرنے اور آن لائن شکایات درج کرنے کے لیے پورٹل پر جا سکتے ہیں۔ اے ڈی سی پونچھ ACR، ایس ڈی ایم ڈاکٹر محمد اشرف اس موقع پر تحصیلدار ز سمیت شرکاء کے علاوہ دیگر افسران موجود تھے۔ — [42, 1489, 421, 1614]
continuation-section — [427, 1358, 757, 1471]
section-body: ڈائی اور مفت قانونی امداد کی سہولیات کے بارے میں طلبہ میں بیداری پیدا کی۔ پروگرام کے اختتام پر انہوں نے اسکول کے پرنسپل اور تمام انتظامیہ کے تعاون اور بھرپور حمایت فراہم کرنے پر تہہ دل سے شکریہ ادا کیا۔ — [427, 1216, 757, 1260]
continuation-section — [427, 1534, 757, 1664]
section-body: لون اور نیشنل کانفرنس کے ممبر اسمبلی تنویر صادق کے سوالات کے جواب میں وزیر اعلیٰ عمر عبداللہ نے کہا کہ سیاحتی مقامات صاف ستھرے رکھنا اور سیاحوں کی واپسی کو یقینی بنانے کے لیے ضروری ہیں۔ عمر عبداللہ نے کہا کہ اگر سیاحوں کو ہراساں کیا جائے یا ان سے زیادہ وصولی کی جائے تو سیاحت کو نقصان پہنچتا ہے۔ انہوں نے کہا کہ جنوری 2025 سے اب تک 508 شکایات موصول ہوئی ہیں جن میں سے بیشتر کا ازالہ کر دیا گیا ہے۔ — [1140, 1098, 1416, 1206]
continuation-section — [42, 372, 420, 468]
footer-bar-accent-left — [42, 2324, 94, 2331]
section-number: 502 — [399, 734, 420, 748]
continuation-section — [42, 1207, 420, 1287]
section-body: مقررین نے کہا کہ ایسے پروگرام معاشرے میں بیداری پیدا کرنے میں اہم کردار ادا کرتے ہیں۔ اس موقع پر ضلع انتظامیہ کے افسران، سول سوسائٹی کے ممبران اور مقامی لوگوں کی ایک بڑی تعداد موجود تھی۔ — [427, 469, 757, 512]
section-number: 503 — [399, 822, 420, 836]
continuation-section — [427, 1270, 757, 1351]
section-body: جائزہ میٹنگ کے دوران افسران کو ہدایت دی گئی کہ وہ جاری ترقیاتی کاموں کی بروقت تکمیل کو یقینی بنائیں۔ — [427, 1040, 757, 1067]
section-number: 108 — [1395, 1079, 1416, 1094]
continuation-section — [427, 1671, 757, 1768]
section-body: جاتا ہے۔ ریل کی پٹریوں میں تناؤ کو دور کرنے کے لیے متاثر کن کاروائیاں؛ اور شہید کیپٹن تشار مہاجن یارڈ میں PCT (Plasser Continuous Tamper) مشین کا استعمال کرتے ہوئے ٹریک کی دیکھ بھال کا کام کرتا ہے۔ ان کاموں کی تکمیل کے نتیجے میں، جموں شری ماتا ویشنو دیوی کٹرا ریل سیکشن پر ٹرین کی رفتار میں اضافہ ہوگا۔ متاثرہ ٹرینیں یہ تھیں: 11449 (جبل پور ایس وی ڈی کے ایکسپریس)، 12919 (مالوا ایکسپریس)، اور 12475 (ہاپا ایس وی ڈی کے سرووڈیا ایکسپریس)۔ ریلوے کے عملے نے مسافروں کی رہنمائی کی۔ RPF (ریلوے پروٹیکشن فورس) اور ٹکٹ چیک کرنے والے عملے کو مسافروں کی مشاورت اور رہنمائی کے لیے اسٹیشنوں پر تعینات کیا گیا ہے۔ — [427, 799, 758, 940]
section-number: 109 — [1111, 324, 1133, 338]
brand-name-english: UDAAN — [125, 84, 168, 98]
continuation-section — [427, 1479, 757, 1527]
section-number: 301 — [736, 1078, 757, 1092]
continuation-section — [1140, 975, 1416, 1072]
section-number: 200 — [1111, 1038, 1133, 1053]
section-number: 302 — [736, 1198, 757, 1213]
section-body: اور دیگر ضلعی افسران بھی موجود تھے۔ عوام نے کئی مسائل اور مطالبات پیش کیے جن میں تعلیمی اداروں میں مناسب عملے کی تلاش، مقامی سڑک کی مرمت اور میکڈمائزیشن اور پانی کی فراہمی شامل ہیں۔ — [427, 968, 757, 1011]
continuation-section — [427, 1776, 757, 1824]
continuation-section — [427, 177, 757, 372]
section-number: 510 — [399, 1471, 420, 1486]
section-number: 105 — [1395, 734, 1416, 748]
section-body: بھاتے ہیں لیکن اس کے باوجود حال انتظامیہ ان کے حق میں سطح پر شعبہ صحت میں اپنی خدمات فراہم کر رہے ہیں۔ بالخصوص نیک کاری مہمات سے کہ ہنگامی حالات میں فوری ردعمل کا کام۔ محمد الطاف بخاری نے کہا کہ حکومت مساوی تنخواہوں کو یقینی بنانے کے لیے اقدامات کرے اور ان ملازمین کے مسائل کو حل کرنے کے لیے ایک خصوصی سروس پالیسی پر غور کیا جائے۔ — [1140, 494, 1416, 586]
continuation-section — [427, 379, 757, 443]
section-number: 206 — [736, 781, 757, 795]
footer-bar-accent-right — [1362, 2324, 1416, 2331]
dateline: THURSDAY 02 APRIL, 2026 — [597, 101, 861, 123]
section-number: 114 — [1112, 829, 1133, 844]
